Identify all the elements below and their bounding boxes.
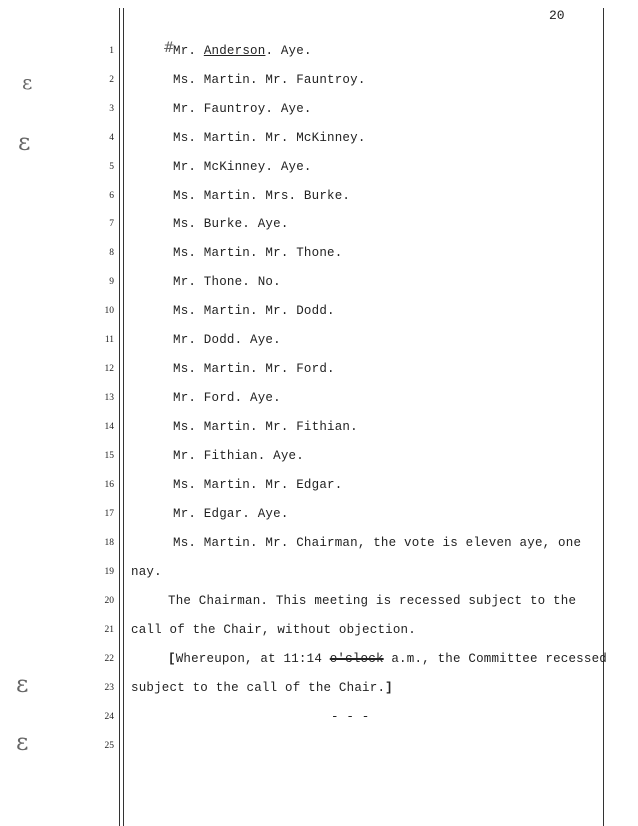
transcript-line: Mr. Thone. No. <box>173 275 281 289</box>
transcript-line: Mr. Edgar. Aye. <box>173 507 289 521</box>
transcript-line: Ms. Martin. Mr. Fauntroy. <box>173 73 366 87</box>
line-number: 22 <box>104 654 114 664</box>
transcript-line: [Whereupon, at 11:14 o'clock a.m., the Committee recessed <box>168 652 607 666</box>
line-number: 24 <box>104 712 114 722</box>
line-number: 5 <box>109 162 114 172</box>
handwritten-margin-mark-3: ε <box>16 670 29 698</box>
handwritten-margin-mark-2: ε <box>18 128 31 156</box>
transcript-line: Ms. Burke. Aye. <box>173 217 289 231</box>
line-number: 19 <box>104 567 114 577</box>
line-number: 3 <box>109 104 114 114</box>
transcript-line: Ms. Martin. Mr. McKinney. <box>173 131 366 145</box>
section-divider: - - - <box>331 710 370 724</box>
line-number: 23 <box>104 683 114 693</box>
line-number: 13 <box>104 393 114 403</box>
line-number: 21 <box>104 625 114 635</box>
page-number: 20 <box>549 8 565 23</box>
transcript-line: Ms. Martin. Mr. Ford. <box>173 362 335 376</box>
transcript-line: Ms. Martin. Mr. Edgar. <box>173 478 343 492</box>
line-number: 1 <box>109 46 114 56</box>
transcript-line: Ms. Martin. Mrs. Burke. <box>173 189 351 203</box>
line-number: 11 <box>104 335 114 345</box>
transcript-line: Ms. Martin. Mr. Thone. <box>173 246 343 260</box>
line-number: 18 <box>104 538 114 548</box>
transcript-line: Mr. Ford. Aye. <box>173 391 281 405</box>
line-number: 9 <box>109 277 114 287</box>
line-number: 6 <box>109 191 114 201</box>
line-number: 16 <box>104 480 114 490</box>
transcript-line: Mr. Anderson. Aye. <box>173 44 312 58</box>
line-number: 20 <box>104 596 114 606</box>
transcript-line: Mr. Fithian. Aye. <box>173 449 304 463</box>
transcript-line: nay. <box>131 565 162 579</box>
transcript-line: Mr. Dodd. Aye. <box>173 333 281 347</box>
transcript-line: Ms. Martin. Mr. Chairman, the vote is eleven aye, one <box>173 536 582 550</box>
line-number: 8 <box>109 248 114 258</box>
line-number: 10 <box>104 306 114 316</box>
transcript-line: The Chairman. This meeting is recessed subject to the <box>168 594 577 608</box>
margin-line-left-2 <box>123 8 124 826</box>
transcript-line: call of the Chair, without objection. <box>131 623 416 637</box>
line-number: 12 <box>104 364 114 374</box>
line-number: 15 <box>104 451 114 461</box>
line-number: 17 <box>104 509 114 519</box>
handwritten-check-mark: # <box>163 40 175 56</box>
handwritten-margin-mark-1: ε <box>22 70 33 94</box>
transcript-line: subject to the call of the Chair.] <box>131 681 393 695</box>
margin-line-right <box>603 8 604 826</box>
line-number: 2 <box>109 75 114 85</box>
line-number: 14 <box>104 422 114 432</box>
transcript-line: Mr. Fauntroy. Aye. <box>173 102 312 116</box>
transcript-line: Mr. McKinney. Aye. <box>173 160 312 174</box>
line-number: 4 <box>109 133 114 143</box>
line-number: 7 <box>109 219 114 229</box>
line-number: 25 <box>104 741 114 751</box>
transcript-line: Ms. Martin. Mr. Dodd. <box>173 304 335 318</box>
handwritten-margin-mark-4: ε <box>16 728 29 756</box>
margin-line-left-1 <box>119 8 120 826</box>
transcript-line: Ms. Martin. Mr. Fithian. <box>173 420 358 434</box>
